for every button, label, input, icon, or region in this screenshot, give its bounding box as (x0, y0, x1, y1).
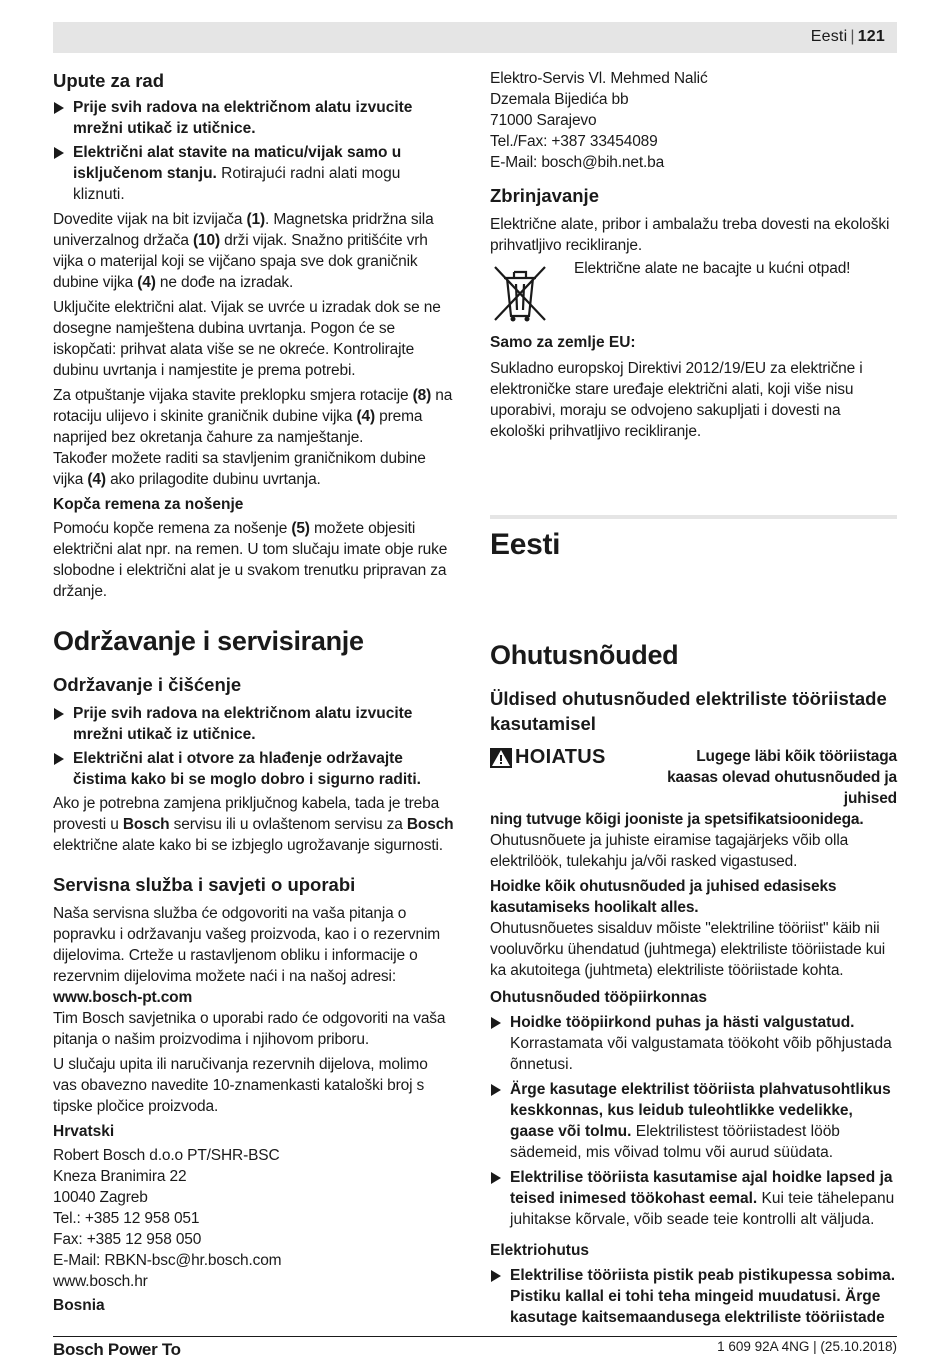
upute-bullet-1: Prije svih radova na električnom alatu izvucite mrežni utikač iz utičnice. (53, 97, 455, 139)
tooala-bullet-2: Ärge kasutage elektrilist tööriista plahvatusohtlikus keskkonnas, kus leidub tuleohtlikke vedelikke, gaase või tolmu. Elektrilistest tööriistadest lööb sädemeid, mis võivad tolmu või aurud süüdata. (490, 1079, 897, 1163)
servis-paragraph-2: Tim Bosch savjetnika o uporabi rado će odgovoriti na vaša pitanja o našim proizvodima i njihovom priboru. (53, 1010, 446, 1048)
eu-heading: Samo za zemlje EU: (490, 334, 636, 351)
footer-brand: Bosch Power To (53, 1340, 181, 1357)
eu-paragraph: Sukladno europskoj Direktivi 2012/19/EU za električne i elektroničke stare uređaje električni alati, koji više nisu uporabivi, moraju se odvojeno sakupljati i dovesti na ekološki prihvatljivo recikliranje. (490, 360, 863, 440)
address-line: Robert Bosch d.o.o PT/SHR-BSC (53, 1147, 280, 1164)
tooala-heading: Ohutusnõuded tööpiirkonnas (490, 989, 707, 1006)
eesti-section (490, 527, 897, 1331)
upute-paragraph-2: Uključite električni alat. Vijak se uvrće u izradak dok se ne dosegne namještena dubina uvrtanja. Pogon će se iskopčati: prihvat alata više se ne okreće. Kontrolirajte dubinu uvrtanja i namjestite je prema potrebi. (53, 299, 441, 379)
kopca-heading: Kopča remena za nošenje (53, 496, 244, 513)
kopca-paragraph: Pomoću kopče remena za nošenje (5) možete objesiti električni alat npr. na remen. U tom slučaju imate obje ruke slobodne i električni alat je u svakom trenutku pripravan za držanje. (53, 520, 448, 600)
warning-icon (490, 748, 512, 768)
bullet-arrow-icon (491, 1084, 501, 1096)
servis-paragraph-1: Naša servisna služba će odgovoriti na vaša pitanja o popravku i održavanju vašeg proizvoda, kao i o rezervnim dijelovima. Crteže u rastavljenom obliku i informacije o rezervnim dijelovima možete naći i na našoj adresi: (53, 905, 441, 985)
upute-paragraph-3: Za otpuštanje vijaka stavite preklopku smjera rotacije (8) na rotaciju ulijevo i skinite graničnik dubine vijka (4) prema naprijed bez okretanja čahure za namještanje. (53, 387, 453, 446)
bosnia-heading: Bosnia (53, 1297, 105, 1314)
address-line: Tel./Fax: +387 33454089 (490, 133, 658, 150)
hoiatus-bold-1: Lugege läbi kõik tööriistaga kaasas olevad ohutusnõuded ja juhised (667, 748, 897, 807)
upute-paragraph-1: Dovedite vijak na bit izvijača (1). Magnetska pridržna sila univerzalnog držača (10) drži vijak. Snažno pritišćite vrh vijka o materijal koji se vijčano spaja sve dok graničnik dubine vijka (4) ne dođe na izradak. (53, 211, 434, 291)
bosnia-address (490, 68, 897, 173)
hoiatus-bold-2: ning tutvuge kõigi jooniste ja spetsifikatsioonidega. (490, 811, 864, 828)
servis-heading: Servisna služba i savjeti o uporabi (53, 874, 356, 895)
ciscenje-heading: Održavanje i čišćenje (53, 674, 242, 695)
hrvatski-heading: Hrvatski (53, 1123, 115, 1140)
ciscenje-bullet-1: Prije svih radova na električnom alatu izvucite mrežni utikač iz utičnice. (53, 703, 455, 745)
hoiatus-label: HOIATUS (490, 746, 648, 769)
bullet-arrow-icon (54, 708, 64, 720)
ciscenje-bullet-2: Električni alat i otvore za hlađenje održavajte čistima kako bi se moglo dobro i sigurno raditi. (53, 748, 455, 790)
right-column (490, 68, 897, 442)
zbrinjavanje-heading: Zbrinjavanje (490, 185, 599, 206)
page-number: 121 (857, 28, 885, 45)
header-label: Eesti | 121 (810, 28, 885, 45)
elektro-bullet-1: Elektrilise tööriista pistik peab pistikupessa sobima. Pistiku kallal ei tohi teha mingeid muudatusi. Ärge kasutage kaitsemaandusega elektriliste tööriistade (490, 1265, 897, 1328)
address-line: Elektro-Servis Vl. Mehmed Nalić (490, 70, 708, 87)
address-line: 71000 Sarajevo (490, 112, 597, 129)
hrvatski-address (53, 1145, 455, 1292)
hoiatus-paragraph: Ohutusnõuete ja juhiste eiramise tagajärjeks võib olla elektrilöök, tulekahju ja/või rasked vigastused. (490, 832, 849, 870)
footer-code: 1 609 92A 4NG | (25.10.2018) (717, 1339, 897, 1354)
bullet-arrow-icon (54, 102, 64, 114)
address-line: Tel.: +385 12 958 051 (53, 1210, 200, 1227)
tooala-bullet-3: Elektrilise tööriista kasutamise ajal hoidke lapsed ja teised inimesed töökohast eemal. Kui teie tähelepanu juhitakse kõrvale, võib seade teie kontrolli alt väljuda. (490, 1167, 897, 1230)
bullet-arrow-icon (54, 147, 64, 159)
crossed-bin-icon (490, 262, 550, 324)
elektro-heading: Elektriohutus (490, 1242, 590, 1259)
ohutus-heading: Ohutusnõuded (490, 640, 679, 670)
upute-bullet-2: Električni alat stavite na maticu/vijak samo u isključenom stanju. Rotirajući radni alati mogu kliznuti. (53, 142, 455, 205)
address-line: E-Mail: RBKN-bsc@hr.bosch.com (53, 1252, 282, 1269)
weee-text: Električne alate ne bacajte u kućni otpad! (574, 260, 851, 277)
upute-paragraph-4: Također možete raditi sa stavljenim graničnikom dubine vijka (4) ako prilagodite dubinu uvrtanja. (53, 450, 426, 488)
kabel-paragraph: Ako je potrebna zamjena priključnog kabela, tada je treba provesti u Bosch servisu ili u ovlaštenom servisu za Bosch električne alate kako bi se izbjeglo ugrožavanje sigurnosti. (53, 795, 454, 854)
bullet-arrow-icon (54, 753, 64, 765)
hoidke-paragraph: Hoidke kõik ohutusnõuded ja juhised edasiseks kasutamiseks hoolikalt alles. (490, 878, 837, 916)
address-line: 10040 Zagreb (53, 1189, 148, 1206)
page-footer (53, 1336, 897, 1357)
bullet-arrow-icon (491, 1017, 501, 1029)
upute-heading: Upute za rad (53, 70, 165, 91)
address-line: Kneza Branimira 22 (53, 1168, 187, 1185)
servis-url: www.bosch-pt.com (53, 989, 193, 1006)
tooala-bullet-1: Hoidke tööpiirkond puhas ja hästi valgustatud. Korrastamata või valgustamata töökoht võib põhjustada õnnetusi. (490, 1012, 897, 1075)
bullet-arrow-icon (491, 1270, 501, 1282)
address-line: Fax: +385 12 958 050 (53, 1231, 202, 1248)
address-line: Dzemala Bijedića bb (490, 91, 629, 108)
weee-notice (490, 258, 897, 324)
left-column (53, 66, 455, 1316)
eesti-heading: Eesti (490, 528, 561, 561)
odrzavanje-heading: Održavanje i servisiranje (53, 626, 364, 656)
page-header (53, 22, 897, 53)
moiste-paragraph: Ohutusnõuetes sisalduv mõiste "elektriline tööriist" käib nii vooluvõrku ühendatud (juhtmega) elektriliste tööriistade kui ka akutoitega (juhtmeta) elektriliste tööriistade kohta. (490, 920, 886, 979)
yldised-heading: Üldised ohutusnõuded elektriliste tööriistade kasutamisel (490, 688, 887, 734)
hoiatus-block (490, 746, 897, 809)
servis-paragraph-3: U slučaju upita ili naručivanja rezervnih dijelova, molimo vas obavezno navedite 10-znamenkasti kataloški broj s tipske pločice proizvoda. (53, 1056, 428, 1115)
address-line: E-Mail: bosch@bih.net.ba (490, 154, 665, 171)
zbrinjavanje-paragraph: Električne alate, pribor i ambalažu treba dovesti na ekološki prihvatljivo recikliranje. (490, 216, 890, 254)
section-divider (490, 515, 897, 519)
address-line: www.bosch.hr (53, 1273, 148, 1290)
bullet-arrow-icon (491, 1172, 501, 1184)
header-section: Eesti (810, 28, 848, 45)
